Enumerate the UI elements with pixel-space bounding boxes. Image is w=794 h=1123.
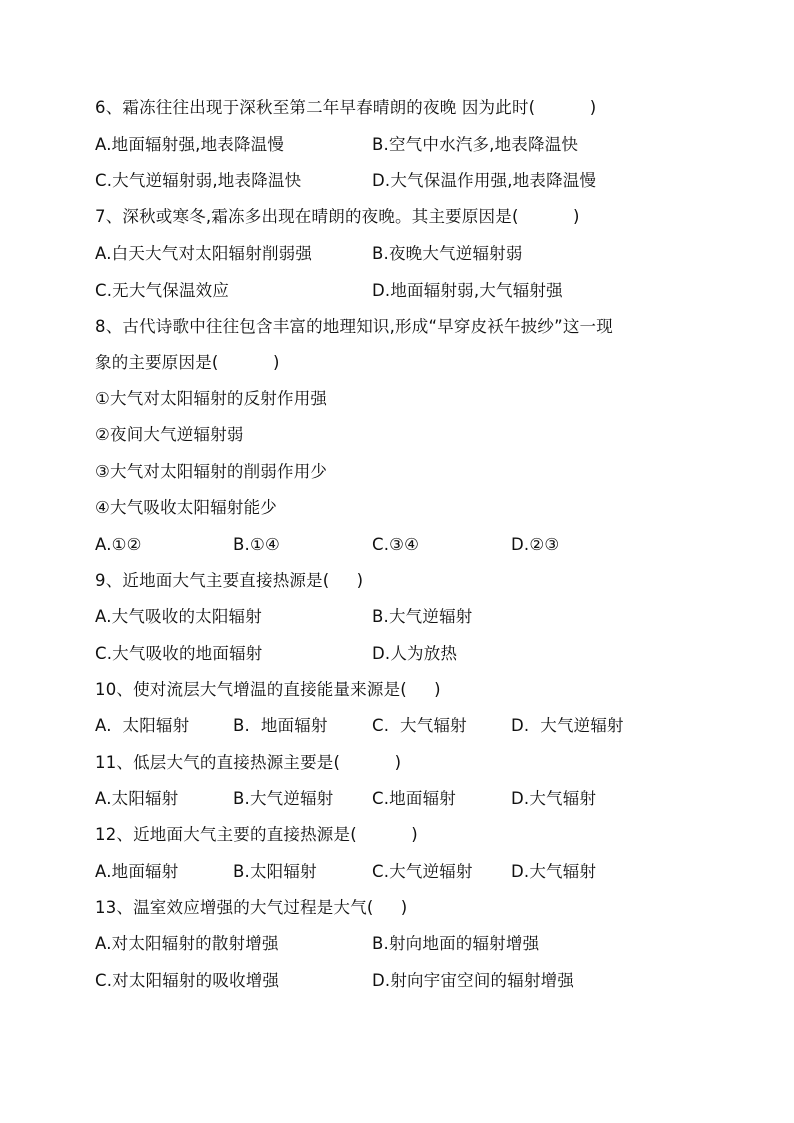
- question-7-option-b: B.夜晚大气逆辐射弱: [372, 244, 523, 263]
- question-8-option-a: A.①②: [95, 535, 142, 554]
- question-12-option-a: A.地面辐射: [95, 862, 179, 881]
- question-9-stem: 9、近地面大气主要直接热源是( ): [95, 571, 364, 590]
- question-8-stem-line-1: 8、古代诗歌中往往包含丰富的地理知识,形成“早穿皮袄午披纱”这一现: [95, 317, 613, 336]
- question-10-stem: 10、使对流层大气增温的直接能量来源是( ): [95, 680, 441, 699]
- question-10-option-b: B. 地面辐射: [233, 716, 328, 735]
- question-13-stem: 13、温室效应增强的大气过程是大气( ): [95, 898, 408, 917]
- question-12-stem: 12、近地面大气主要的直接热源是( ): [95, 825, 418, 844]
- question-8-option-b: B.①④: [233, 535, 280, 554]
- question-6-option-d: D.大气保温作用强,地表降温慢: [372, 171, 597, 190]
- question-10-option-c: C. 大气辐射: [372, 716, 467, 735]
- question-9-option-d: D.人为放热: [372, 644, 458, 663]
- question-13-option-d: D.射向宇宙空间的辐射增强: [372, 971, 575, 990]
- question-11-option-d: D.大气辐射: [511, 789, 597, 808]
- question-13-option-c: C.对太阳辐射的吸收增强: [95, 971, 280, 990]
- question-12-option-d: D.大气辐射: [511, 862, 597, 881]
- question-10-option-a: A. 太阳辐射: [95, 716, 190, 735]
- question-6-option-b: B.空气中水汽多,地表降温快: [372, 135, 579, 154]
- question-8-item-4: ④大气吸收太阳辐射能少: [95, 498, 277, 517]
- question-12-option-c: C.大气逆辐射: [372, 862, 473, 881]
- question-6-option-c: C.大气逆辐射弱,地表降温快: [95, 171, 302, 190]
- question-8-item-2: ②夜间大气逆辐射弱: [95, 425, 244, 444]
- question-12-option-b: B.太阳辐射: [233, 862, 317, 881]
- question-7-option-d: D.地面辐射弱,大气辐射强: [372, 281, 563, 300]
- question-11-option-b: B.大气逆辐射: [233, 789, 334, 808]
- question-7-stem: 7、深秋或寒冬,霜冻多出现在晴朗的夜晚。其主要原因是( ): [95, 207, 580, 226]
- question-8-item-1: ①大气对太阳辐射的反射作用强: [95, 389, 328, 408]
- question-8-item-3: ③大气对太阳辐射的削弱作用少: [95, 462, 328, 481]
- question-6-stem: 6、霜冻往往出现于深秋至第二年早春晴朗的夜晚 因为此时( ): [95, 98, 597, 117]
- question-9-option-b: B.大气逆辐射: [372, 607, 473, 626]
- question-7-option-c: C.无大气保温效应: [95, 281, 230, 300]
- question-9-option-c: C.大气吸收的地面辐射: [95, 644, 263, 663]
- question-6-option-a: A.地面辐射强,地表降温慢: [95, 135, 285, 154]
- question-8-option-c: C.③④: [372, 535, 420, 554]
- question-11-stem: 11、低层大气的直接热源主要是( ): [95, 753, 402, 772]
- question-8-option-d: D.②③: [511, 535, 560, 554]
- question-8-stem-line-2: 象的主要原因是( ): [95, 353, 280, 372]
- question-13-option-b: B.射向地面的辐射增强: [372, 934, 540, 953]
- question-7-option-a: A.白天大气对太阳辐射削弱强: [95, 244, 313, 263]
- question-9-option-a: A.大气吸收的太阳辐射: [95, 607, 262, 626]
- question-11-option-c: C.地面辐射: [372, 789, 456, 808]
- question-13-option-a: A.对太阳辐射的散射增强: [95, 934, 279, 953]
- question-10-option-d: D. 大气逆辐射: [511, 716, 624, 735]
- question-11-option-a: A.太阳辐射: [95, 789, 179, 808]
